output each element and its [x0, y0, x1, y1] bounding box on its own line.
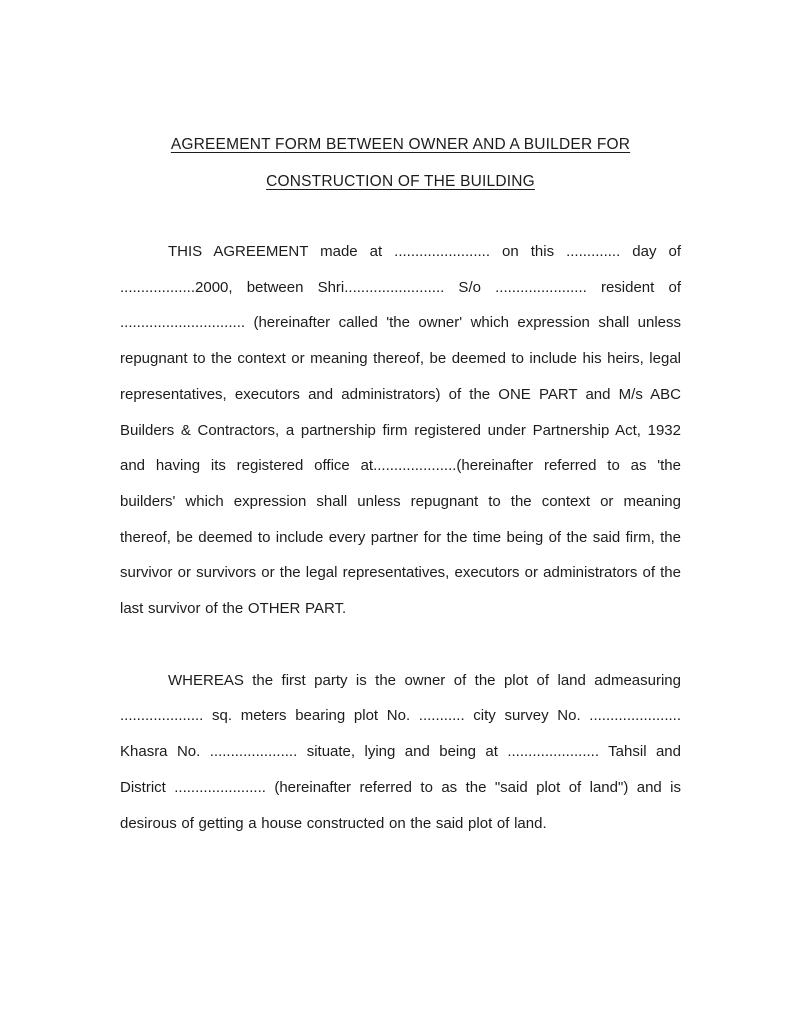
paragraph-whereas-plot-description: WHEREAS the first party is the owner of the plot of land admeasuring .................... sq. meters bearing plot No. ........... city survey No. ...................... Khasra No. ..................... situate, lying and being at ...................... Tahsil and District ...................... (hereinafter referred to as the "said plot of land") and is desirous of getting a house constructed on the said plot of land.	[120, 671, 681, 832]
document-title	[120, 126, 681, 200]
document-content	[120, 126, 681, 877]
document-title-line2: CONSTRUCTION OF THE BUILDING	[266, 173, 535, 190]
paragraph-agreement-parties: THIS AGREEMENT made at ....................... on this ............. day of ..................2000, between Shri........................ S/o ...................... resident of .............................. (hereinafter called 'the owner' which expression shall unless repugnant to the context or meaning thereof, be deemed to include his heirs, legal representatives, executors and administrators) of the ONE PART and M/s ABC Builders & Contractors, a partnership firm registered under Partnership Act, 1932 and having its registered office at....................(hereinafter referred to as 'the builders' which expression shall unless repugnant to the context or meaning thereof, be deemed to include every partner for the time being of the said firm, the survivor or survivors or the legal representatives, executors or administrators of the last survivor of the OTHER PART.	[120, 243, 681, 618]
document-title-line1: AGREEMENT FORM BETWEEN OWNER AND A BUILDER FOR	[170, 136, 631, 153]
